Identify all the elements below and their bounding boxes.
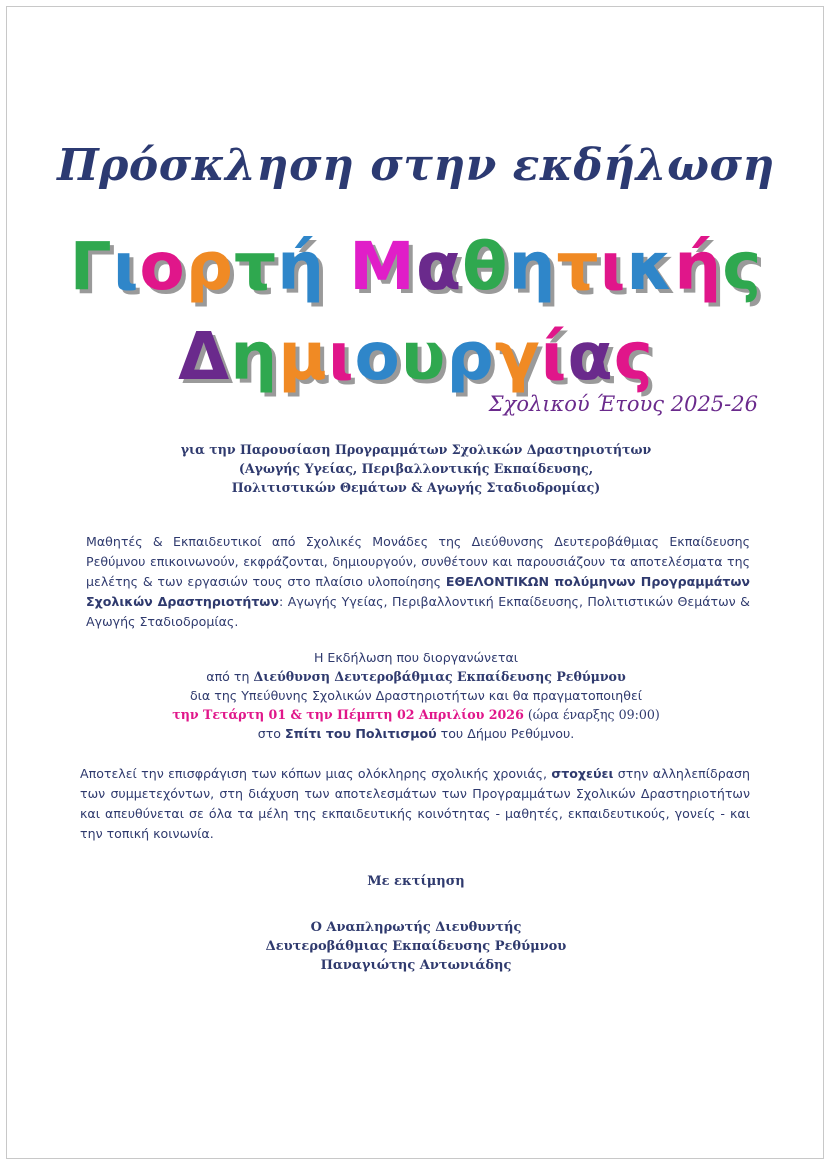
event-line-5 [0, 724, 832, 743]
event-details [0, 648, 832, 743]
signature-role: Ο Αναπληρωτής Διευθυντής [310, 920, 522, 935]
title-letter: θ [462, 228, 509, 305]
title-letter: α [567, 318, 614, 395]
title-letter: ή [674, 228, 723, 305]
title-letter: μ [278, 318, 328, 395]
event-start-time: (ώρα έναρξης 09:00) [523, 707, 660, 722]
event-dates: την Τετάρτη 01 & την Πέμπτη 02 Απριλίου 2026 [172, 707, 524, 722]
event-venue-prefix: στο [257, 726, 286, 741]
title-letter: κ [626, 228, 675, 305]
purpose-bold-text: στοχεύει [551, 766, 614, 781]
title-letter: ς [613, 318, 654, 395]
title-letter: ι [599, 228, 627, 305]
subtitle-line-2: (Αγωγής Υγείας, Περιβαλλοντικής Εκπαίδευσης, [238, 461, 594, 476]
subtitle-line-3: Πολιτιστικών Θεμάτων & Αγωγής Σταδιοδρομίας) [231, 480, 601, 495]
title-letter: Μ [349, 228, 416, 305]
invitation-heading: Πρόσκληση στην εκδήλωση [57, 140, 775, 191]
subtitle [0, 440, 832, 497]
title-letter: ς [722, 228, 763, 305]
title-letter: ρ [446, 318, 495, 395]
purpose-paragraph [80, 764, 750, 844]
school-year: Σχολικού Έτους 2025-26 [488, 392, 758, 416]
event-venue: Σπίτι του Πολιτισμού [285, 726, 437, 741]
title-letter: τ [556, 228, 600, 305]
subtitle-line-1: για την Παρουσίαση Προγραμμάτων Σχολικών Δραστηριοτήτων [180, 442, 652, 457]
purpose-text: Αποτελεί την επισφράγιση των κόπων μιας ολόκληρης σχολικής χρονιάς, [80, 766, 552, 781]
title-letter: ο [139, 228, 186, 305]
title-letter: Δ [178, 318, 231, 395]
title-letter: Γ [69, 228, 113, 305]
event-venue-suffix: του Δήμου Ρεθύμνου. [436, 726, 575, 741]
event-line-2 [0, 667, 832, 686]
title-letter: υ [400, 318, 447, 395]
title-letter: ο [354, 318, 401, 395]
title-letter: ι [112, 228, 140, 305]
title-letter: ι [327, 318, 355, 395]
closing-phrase: Με εκτίμηση [367, 874, 465, 889]
event-line-4 [0, 705, 832, 724]
title-letter: τ [234, 228, 278, 305]
signature-organization: Δευτεροβάθμιας Εκπαίδευσης Ρεθύμνου [265, 939, 567, 954]
signature-block [0, 918, 832, 975]
intro-paragraph [86, 532, 750, 632]
title-letter: η [508, 228, 557, 305]
event-line-2-prefix: από τη [206, 669, 254, 684]
intro-text-end: : Αγωγής Υγείας, Περιβαλλοντική Εκπαίδευσης, Πολιτιστικών Θεμάτων & Αγωγής Σταδιοδρομίας. [86, 594, 750, 629]
title-line-1 [0, 228, 832, 305]
title-letter [325, 228, 349, 305]
signature-name: Παναγιώτης Αντωνιάδης [320, 958, 512, 973]
intro-text: Μαθητές & Εκπαιδευτικοί από Σχολικές Μονάδες της Διεύθυνσης Δευτεροβάθμιας Εκπαίδευσης Ρεθύμνου επικοινωνούν, εκφράζονται, δημιουργούν, συνθέτουν και παρουσιάζουν τα αποτελέσματα της μελέτης & των εργασιών τους στο πλαίσιο υλοποίησης [86, 534, 750, 589]
title-line-2 [0, 318, 832, 395]
title-letter: ί [540, 318, 568, 395]
event-line-1: Η Εκδήλωση που διοργανώνεται [313, 650, 519, 665]
event-line-3: δια της Υπεύθυνης Σχολικών Δραστηριοτήτων και θα πραγματοποιηθεί [189, 688, 643, 703]
title-letter: ή [277, 228, 326, 305]
title-letter: ρ [185, 228, 235, 305]
title-letter: γ [494, 318, 541, 395]
purpose-text-end: στην αλληλεπίδραση των συμμετεχόντων, στη διάχυση των αποτελεσμάτων των Προγραμμάτων Σχολικών Δραστηριοτήτων και απευθύνεται σε όλα τα μέλη της εκπαιδευτικής κοινότητας - μαθητές, εκπαιδευτικούς, γονείς - και την τοπική κοινωνία. [80, 766, 750, 841]
title-letter: α [415, 228, 463, 305]
intro-bold-text: ΕΘΕΛΟΝΤΙΚΩΝ πολύμηνων Προγραμμάτων Σχολικών Δραστηριοτήτων [86, 574, 750, 609]
title-letter: η [230, 318, 279, 395]
organizer: Διεύθυνση Δευτεροβάθμιας Εκπαίδευσης Ρεθύμνου [253, 669, 626, 684]
